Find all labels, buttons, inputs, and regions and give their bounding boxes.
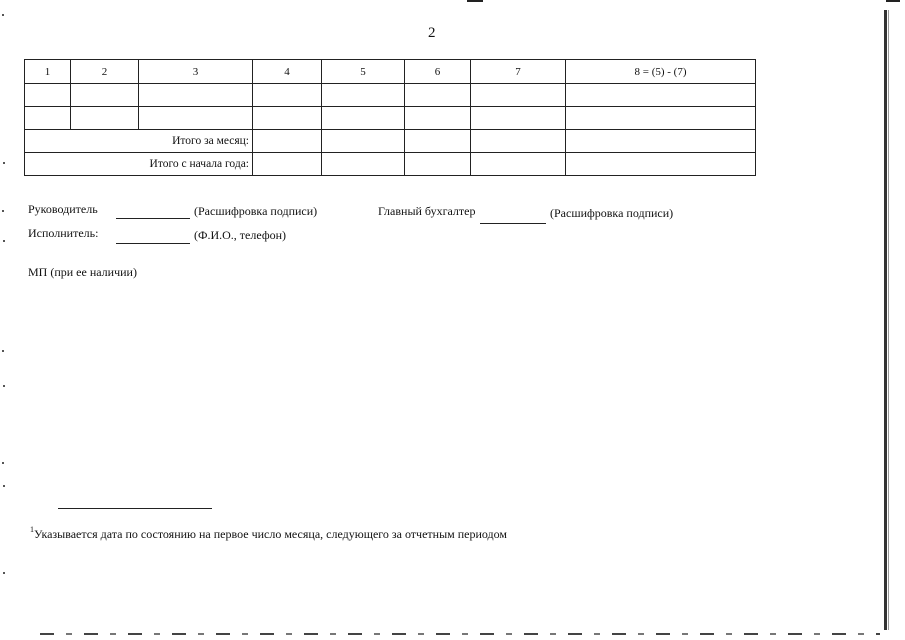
- scan-speck: [3, 162, 5, 164]
- table-cell: [471, 153, 566, 176]
- scan-bottom-edge: [40, 633, 880, 635]
- column-header: 4: [253, 60, 322, 84]
- scan-mark-top-right: [886, 0, 900, 2]
- column-header: 6: [405, 60, 471, 84]
- scan-speck: [2, 350, 4, 352]
- table-cell: [405, 107, 471, 130]
- column-header: 1: [25, 60, 71, 84]
- table-row: [25, 84, 756, 107]
- executor-label: Исполнитель:: [28, 226, 99, 240]
- scan-speck: [3, 485, 5, 487]
- table-cell: [566, 130, 756, 153]
- accountant-label: Главный бухгалтер: [378, 204, 476, 218]
- executor-signature-line: [116, 243, 190, 244]
- column-header: 3: [139, 60, 253, 84]
- table-cell: [471, 84, 566, 107]
- scan-edge-right: [884, 10, 887, 630]
- scan-edge-right-inner: [888, 10, 889, 630]
- table-cell: [566, 107, 756, 130]
- executor-decode: (Ф.И.О., телефон): [194, 228, 287, 242]
- scan-speck: [2, 210, 4, 212]
- footnote-marker: 1: [30, 525, 34, 534]
- scan-mark-top: [467, 0, 483, 2]
- footnote-rule: [58, 508, 212, 509]
- scan-speck: [3, 572, 5, 574]
- table-cell: [253, 84, 322, 107]
- table-cell: [139, 84, 253, 107]
- table-cell: [322, 153, 405, 176]
- column-header: 8 = (5) - (7): [566, 60, 756, 84]
- footnote: [30, 525, 507, 542]
- total-month-label: Итого за месяц:: [25, 130, 253, 153]
- table-cell: [322, 84, 405, 107]
- table-cell: [322, 130, 405, 153]
- table-cell: [471, 107, 566, 130]
- total-year-label: Итого с начала года:: [25, 153, 253, 176]
- table-cell: [139, 107, 253, 130]
- table-cell: [405, 130, 471, 153]
- head-decode: (Расшифровка подписи): [194, 204, 318, 218]
- scan-speck: [2, 462, 4, 464]
- head-signature-line: [116, 218, 190, 219]
- table-cell: [71, 84, 139, 107]
- column-header: 7: [471, 60, 566, 84]
- table-cell: [71, 107, 139, 130]
- table-cell: [405, 153, 471, 176]
- table-cell: [471, 130, 566, 153]
- table-cell: [25, 84, 71, 107]
- total-year-row: [25, 153, 756, 176]
- table-row: [25, 107, 756, 130]
- stamp-label: МП (при ее наличии): [28, 265, 137, 279]
- report-table: [24, 59, 756, 176]
- table-cell: [405, 84, 471, 107]
- column-header: 5: [322, 60, 405, 84]
- table-cell: [253, 107, 322, 130]
- scan-speck: [2, 14, 4, 16]
- page-number: 2: [428, 25, 436, 41]
- footnote-text: Указывается дата по состоянию на первое число месяца, следующего за отчетным периодом: [34, 527, 508, 541]
- scan-speck: [3, 385, 5, 387]
- table-cell: [25, 107, 71, 130]
- column-header: 2: [71, 60, 139, 84]
- table-header-row: [25, 60, 756, 84]
- table-cell: [253, 153, 322, 176]
- table-cell: [322, 107, 405, 130]
- head-label: Руководитель: [28, 202, 98, 216]
- scan-speck: [3, 240, 5, 242]
- total-month-row: [25, 130, 756, 153]
- table-cell: [566, 84, 756, 107]
- accountant-decode: (Расшифровка подписи): [550, 206, 674, 220]
- accountant-signature-line: [480, 223, 546, 224]
- table-cell: [253, 130, 322, 153]
- table-cell: [566, 153, 756, 176]
